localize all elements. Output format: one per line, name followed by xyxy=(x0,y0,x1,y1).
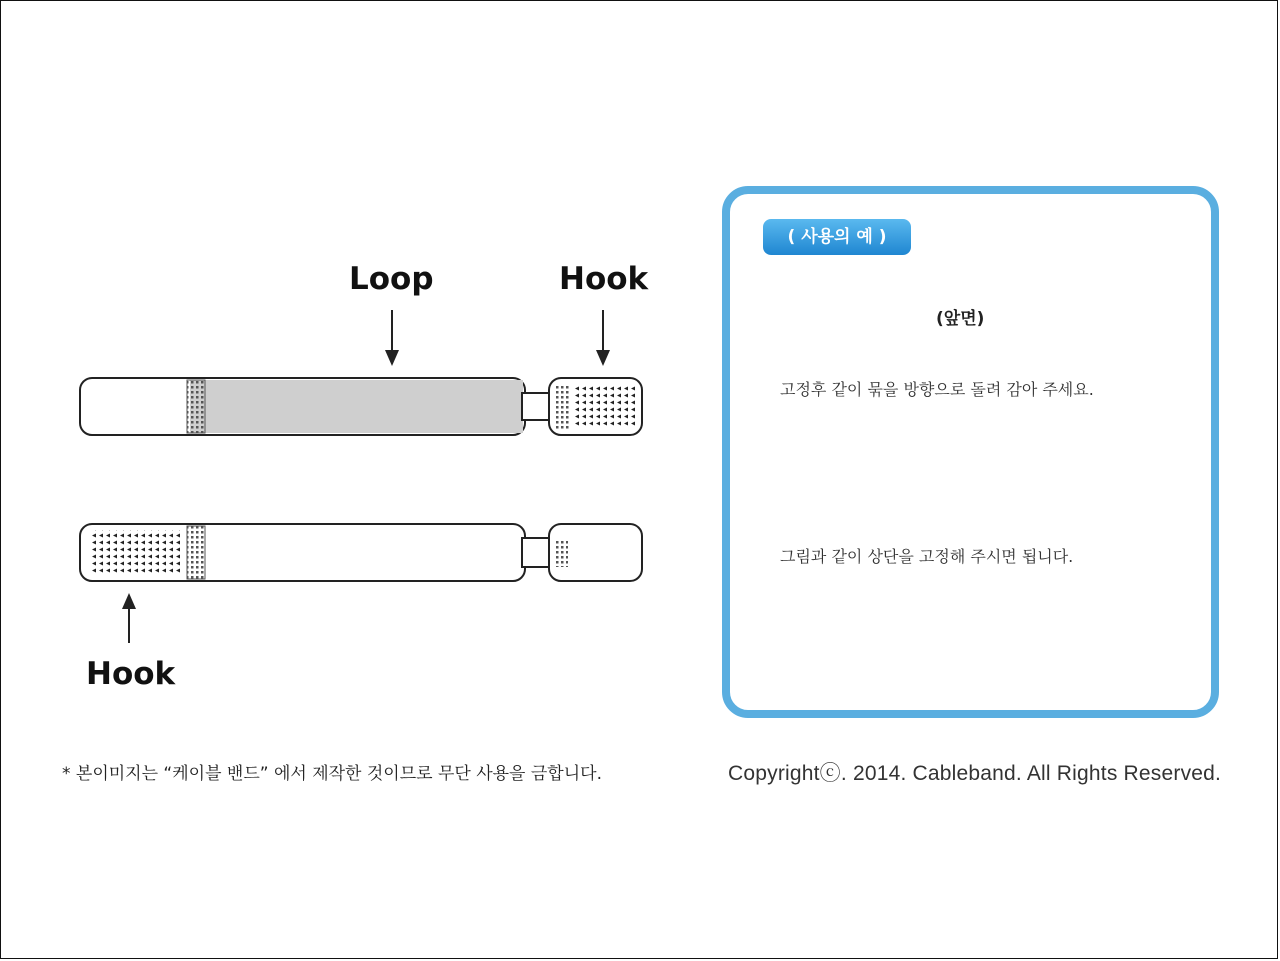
usage-badge: ( 사용의 예 ) xyxy=(763,219,911,255)
copyright-note: * 본이미지는 “케이블 밴드” 에서 제작한 것이므로 무단 사용을 금합니다. xyxy=(62,764,602,784)
instruction-step1: 고정후 같이 묶을 방향으로 돌려 감아 주세요. xyxy=(780,380,1094,399)
hook-label-top: Hook xyxy=(559,261,649,297)
front-label: (앞면) xyxy=(936,309,985,329)
copyright-text: Copyrightⓒ. 2014. Cableband. All Rights Reserved. xyxy=(728,762,1222,785)
bottom-band xyxy=(80,524,642,581)
loop-label: Loop xyxy=(349,261,434,297)
top-band xyxy=(80,378,642,435)
pointer-arrows xyxy=(122,310,610,643)
hook-label-bottom: Hook xyxy=(86,656,176,692)
usage-panel xyxy=(722,186,1219,718)
instruction-step2: 그림과 같이 상단을 고정해 주시면 됩니다. xyxy=(780,547,1074,566)
